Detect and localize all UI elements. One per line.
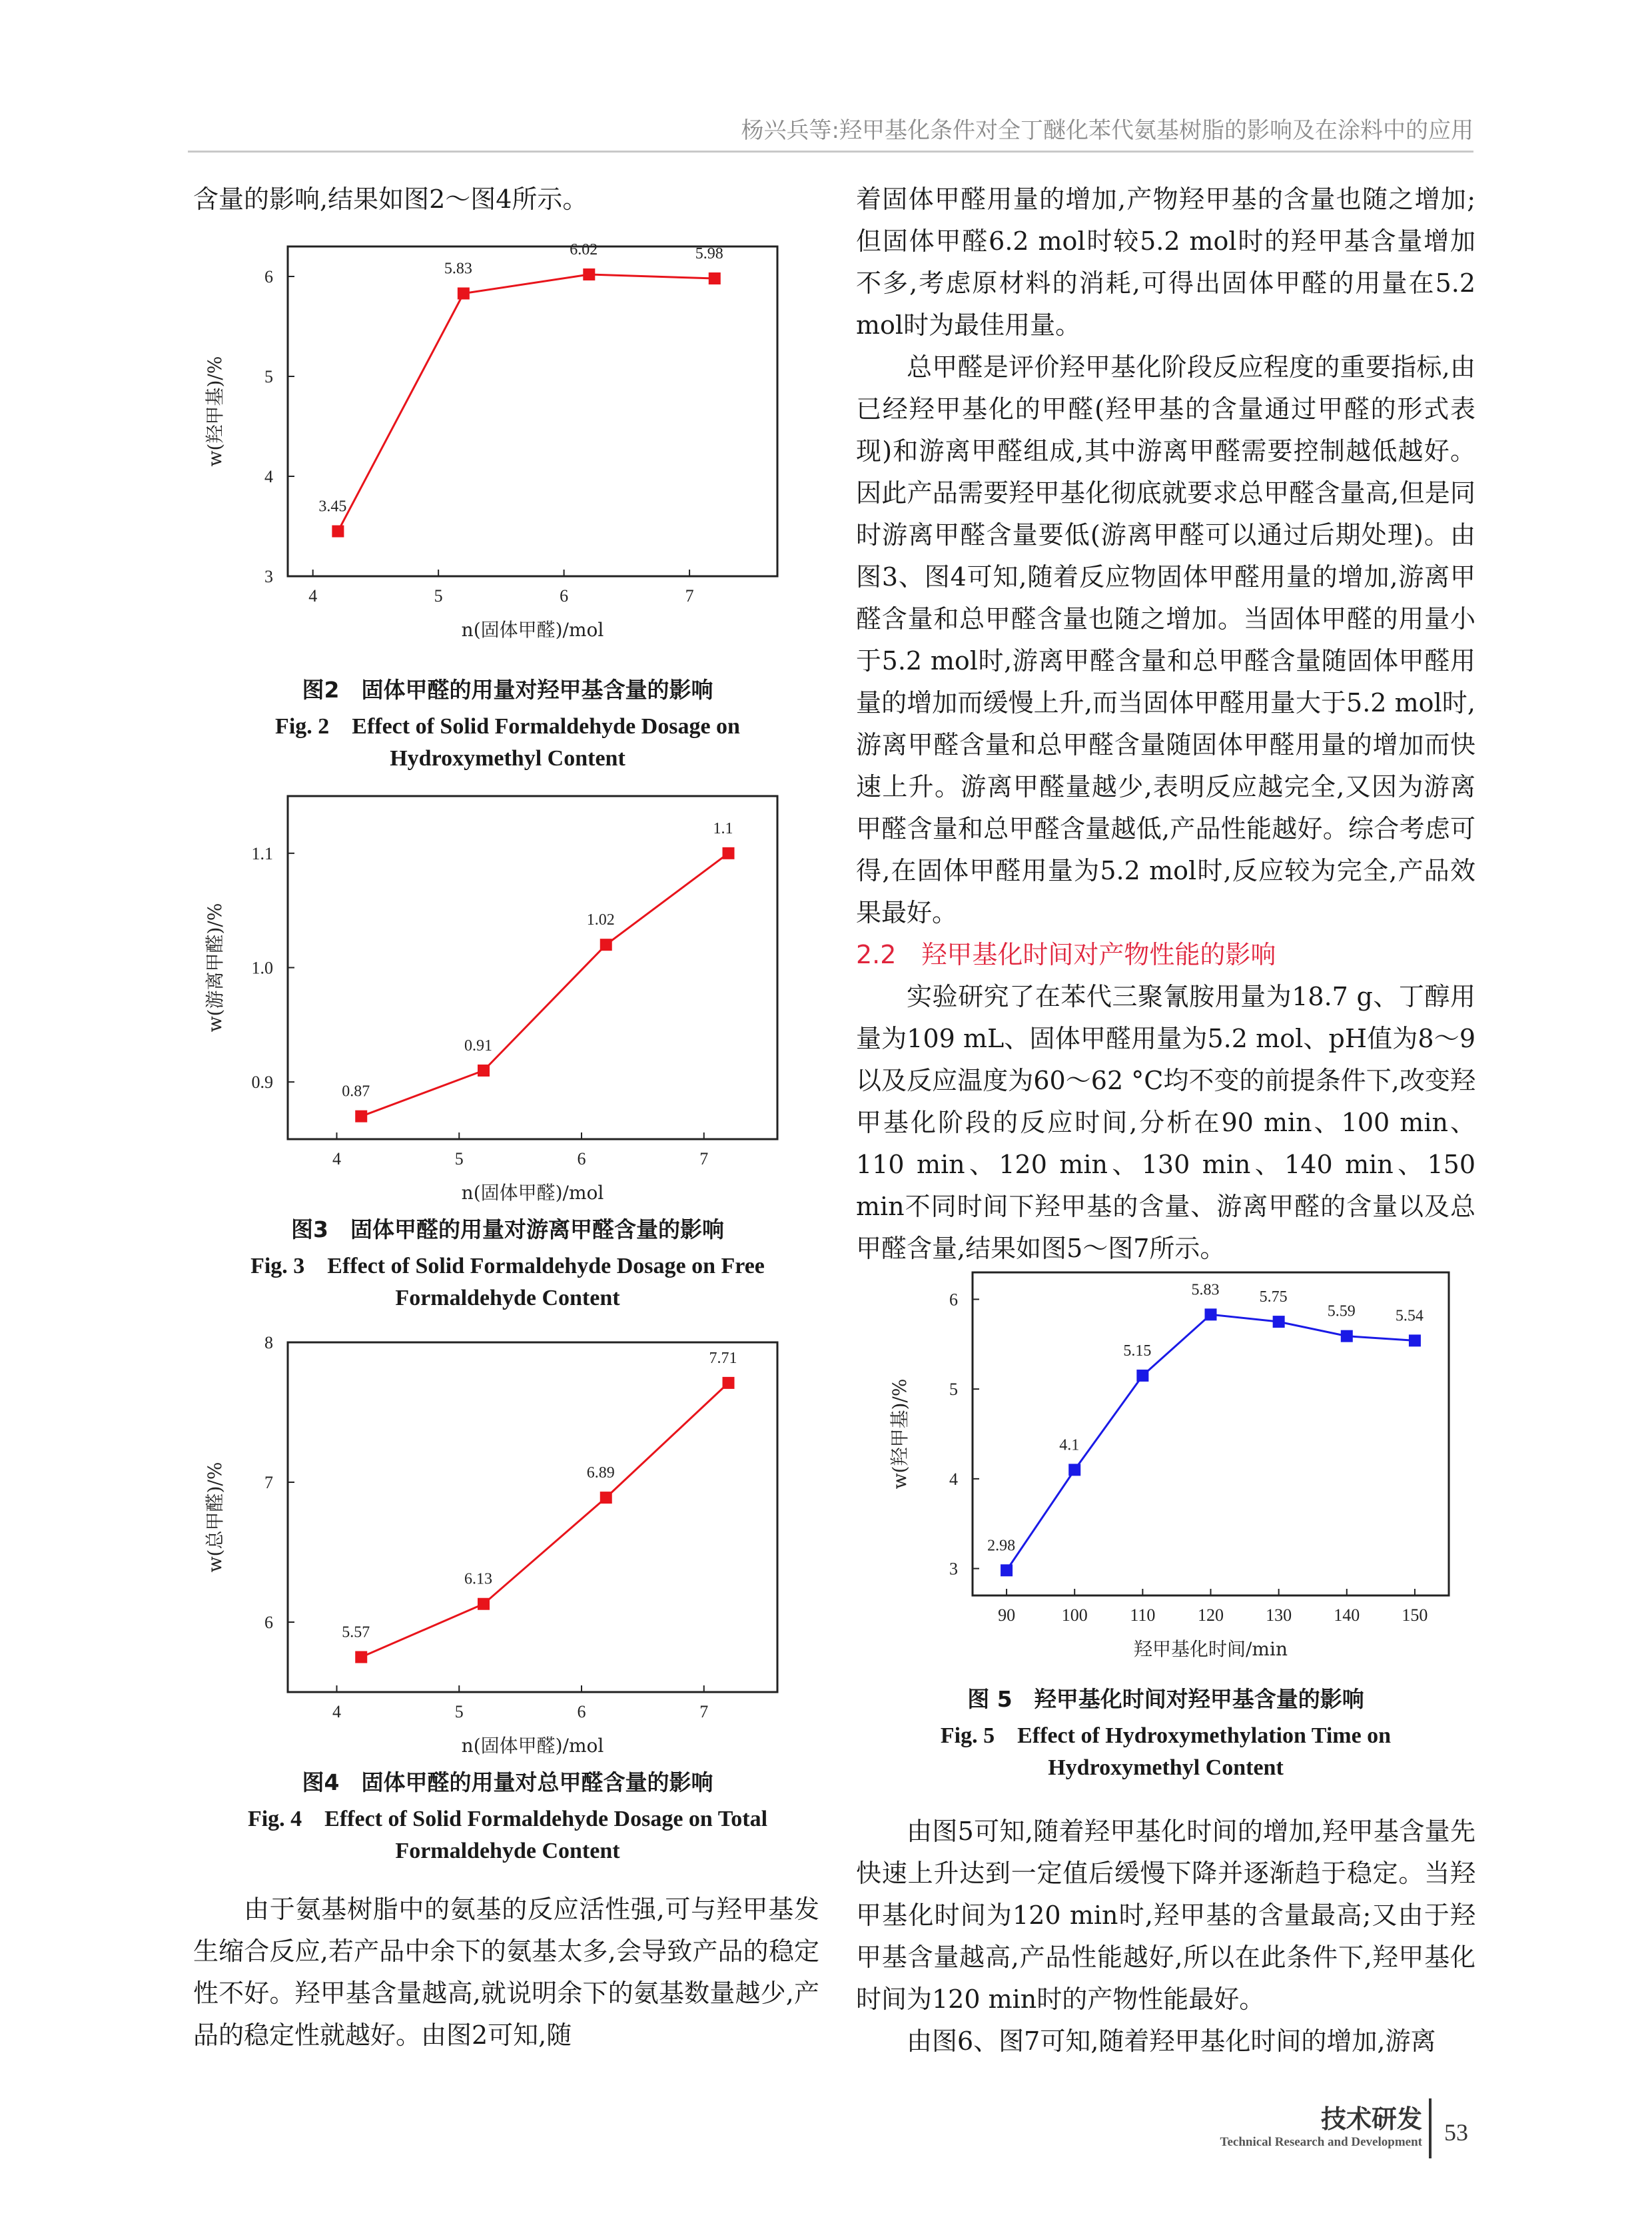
caption-cn: 图3 固体甲醛的用量对游离甲醛含量的影响: [291, 1216, 724, 1242]
x-tick-label: 5: [434, 586, 443, 606]
x-axis-label: 羟甲基化时间/min: [1134, 1638, 1288, 1660]
x-tick-label: 6: [560, 586, 569, 606]
left-column-bottom: [193, 1889, 819, 2056]
x-tick-label: 5: [454, 1702, 464, 1721]
data-label: 1.02: [586, 911, 615, 929]
data-label: 5.83: [444, 260, 472, 278]
data-label: 3.45: [318, 498, 347, 516]
footer-divider: [1429, 2098, 1432, 2158]
right-column-bottom: [856, 1811, 1475, 2062]
plot-frame: [973, 1272, 1449, 1595]
caption-en-line2: Hydroxymethyl Content: [1048, 1755, 1284, 1780]
x-tick-label: 150: [1402, 1605, 1428, 1625]
y-axis-label: w(游离甲醛)/%: [204, 903, 226, 1033]
x-tick-label: 6: [577, 1702, 586, 1721]
y-tick-label: 5: [949, 1380, 958, 1400]
caption-fig2: [188, 673, 827, 775]
data-label: 5.15: [1123, 1342, 1152, 1360]
x-tick-label: 100: [1061, 1605, 1088, 1625]
data-point: [1205, 1308, 1217, 1320]
paragraph: 含量的影响,结果如图2～图4所示。: [193, 185, 588, 214]
y-axis-label: w(总甲醛)/%: [204, 1462, 226, 1573]
running-header: 杨兴兵等:羟甲基化条件对全丁醚化苯代氨基树脂的影响及在涂料中的应用: [188, 112, 1473, 153]
x-tick-label: 5: [454, 1149, 464, 1168]
data-point: [583, 268, 595, 280]
caption-fig5: [856, 1682, 1475, 1784]
data-label: 5.57: [342, 1623, 370, 1641]
data-label: 0.87: [342, 1083, 370, 1101]
chart-fig2: [188, 236, 787, 650]
y-tick-label: 0.9: [251, 1073, 273, 1093]
x-axis-label: n(固体甲醛)/mol: [461, 1735, 604, 1757]
data-point: [723, 1377, 735, 1389]
chart-fig3: [188, 786, 787, 1212]
figure-3: [188, 786, 787, 1212]
y-tick-label: 1.0: [251, 958, 273, 978]
data-label: 5.83: [1191, 1281, 1220, 1299]
y-tick-label: 3: [949, 1559, 958, 1579]
data-label: 5.75: [1259, 1288, 1288, 1306]
y-tick-label: 1.1: [251, 843, 273, 863]
x-tick-label: 4: [332, 1702, 341, 1721]
x-tick-label: 130: [1266, 1605, 1292, 1625]
x-tick-label: 90: [998, 1605, 1016, 1625]
footer-section-cn: 技术研发: [1320, 2104, 1422, 2134]
y-tick-label: 4: [264, 467, 273, 486]
data-point: [600, 939, 612, 951]
footer-section-en: Technical Research and Development: [1220, 2135, 1422, 2149]
x-tick-label: 6: [577, 1149, 586, 1168]
caption-en-line1: Fig. 5 Effect of Hydroxymethylation Time on: [940, 1723, 1392, 1748]
paragraph: 总甲醛是评价羟甲基化阶段反应程度的重要指标,由已经羟甲基化的甲醛(羟甲基的含量通过甲醛的形式表现)和游离甲醛组成,其中游离甲醛需要控制越低越好。因此产品需要羟甲基化彻底就要求总甲醛含量高,但是同时游离甲醛含量要低(游离甲醛可以通过后期处理)。由图3、图4可知,随着反应物固体甲醛用量的增加,游离甲醛含量和总甲醛含量也随之增加。当固体甲醛的用量小于5.2 mol时,游离甲醛含量和总甲醛含量随固体甲醛用量的增加而缓慢上升,而当固体甲醛用量大于5.2 mol时,游离甲醛含量和总甲醛含量随固体甲醛用量的增加而快速上升。游离甲醛量越少,表明反应越完全,又因为游离甲醛含量和总甲醛含量越低,产品性能越好。综合考虑可得,在固体甲醛用量为5.2 mol时,反应较为完全,产品效果最好。: [856, 352, 1475, 927]
caption-en-line2: Formaldehyde Content: [395, 1286, 620, 1310]
x-tick-label: 7: [685, 586, 694, 606]
paragraph: 由图5可知,随着羟甲基化时间的增加,羟甲基含量先快速上升达到一定值后缓慢下降并逐渐趋于稳定。当羟甲基化时间为120 min时,羟甲基的含量最高;又由于羟甲基含量越高,产品性能越好,所以在此条件下,羟甲基化时间为120 min时的产物性能最好。: [856, 1817, 1475, 2014]
data-label: 5.98: [695, 245, 723, 262]
caption-cn: 图2 固体甲醛的用量对羟甲基含量的影响: [302, 677, 713, 703]
y-tick-label: 6: [949, 1290, 958, 1310]
x-tick-label: 7: [699, 1702, 709, 1721]
data-point: [355, 1651, 367, 1663]
caption-cn: 图 5 羟甲基化时间对羟甲基含量的影响: [967, 1686, 1364, 1712]
data-point: [1273, 1316, 1285, 1328]
data-label: 1.1: [713, 819, 733, 837]
x-axis-label: n(固体甲醛)/mol: [461, 619, 604, 641]
left-column-top: [193, 179, 819, 221]
paragraph: 由图6、图7可知,随着羟甲基化时间的增加,游离: [907, 2026, 1436, 2056]
y-axis-label: w(羟甲基)/%: [889, 1378, 911, 1490]
data-point: [332, 526, 344, 538]
figure-2: [188, 236, 787, 650]
data-label: 5.59: [1327, 1302, 1356, 1320]
caption-cn: 图4 固体甲醛的用量对总甲醛含量的影响: [302, 1769, 713, 1795]
series-line: [338, 274, 714, 532]
data-point: [458, 288, 470, 300]
caption-fig3: [188, 1212, 827, 1314]
section-heading: 2.2 羟甲基化时间对产物性能的影响: [856, 940, 1276, 969]
data-point: [1068, 1464, 1080, 1476]
data-point: [1409, 1334, 1421, 1346]
data-label: 6.13: [464, 1570, 492, 1588]
data-point: [478, 1065, 490, 1077]
y-axis-label: w(羟甲基)/%: [204, 356, 226, 467]
data-label: 6.89: [586, 1464, 615, 1482]
data-label: 6.02: [570, 241, 598, 258]
y-tick-label: 4: [949, 1469, 958, 1489]
caption-en-line1: Fig. 4 Effect of Solid Formaldehyde Dosage on Total: [247, 1807, 768, 1831]
plot-frame: [288, 246, 777, 576]
data-label: 7.71: [709, 1349, 737, 1367]
x-tick-label: 4: [332, 1149, 341, 1168]
figure-4: [188, 1332, 787, 1765]
data-point: [723, 847, 735, 859]
data-point: [478, 1598, 490, 1610]
series-line: [361, 1383, 728, 1657]
x-tick-label: 7: [699, 1149, 709, 1168]
x-tick-label: 4: [308, 586, 318, 606]
caption-en-line2: Hydroxymethyl Content: [390, 746, 625, 771]
x-axis-label: n(固体甲醛)/mol: [461, 1182, 604, 1204]
data-point: [600, 1492, 612, 1504]
x-tick-label: 140: [1334, 1605, 1360, 1625]
data-point: [355, 1111, 367, 1122]
paragraph: 实验研究了在苯代三聚氰胺用量为18.7 g、丁醇用量为109 mL、固体甲醛用量为5.2 mol、pH值为8～9以及反应温度为60～62 °C均不变的前提条件下,改变羟甲基化阶段的反应时间,分析在90 min、100 min、110 min、120 min、130 min、140 min、150 min不同时间下羟甲基的含量、游离甲醛的含量以及总甲醛含量,结果如图5～图7所示。: [856, 982, 1475, 1263]
data-label: 5.54: [1395, 1307, 1424, 1325]
paragraph: 着固体甲醛用量的增加,产物羟甲基的含量也随之增加;但固体甲醛6.2 mol时较5.2 mol时的羟甲基含量增加不多,考虑原材料的消耗,可得出固体甲醛的用量在5.2 mol时为最佳用量。: [856, 185, 1475, 340]
x-tick-label: 120: [1198, 1605, 1224, 1625]
data-label: 0.91: [464, 1037, 492, 1055]
data-point: [709, 272, 721, 284]
y-tick-label: 7: [264, 1473, 273, 1492]
y-tick-label: 6: [264, 267, 273, 286]
data-point: [1001, 1564, 1013, 1576]
caption-en-line1: Fig. 3 Effect of Solid Formaldehyde Dosage on Free: [250, 1254, 765, 1278]
caption-fig4: [188, 1765, 827, 1867]
right-column: [856, 179, 1475, 1270]
x-tick-label: 110: [1130, 1605, 1156, 1625]
series-line: [361, 853, 728, 1116]
y-tick-label: 5: [264, 367, 273, 386]
data-label: 2.98: [987, 1537, 1016, 1555]
chart-fig4: [188, 1332, 787, 1765]
chart-fig5: [873, 1262, 1459, 1669]
paragraph: 由于氨基树脂中的氨基的反应活性强,可与羟甲基发生缩合反应,若产品中余下的氨基太多,会导致产品的稳定性不好。羟甲基含量越高,就说明余下的氨基数量越少,产品的稳定性就越好。由图2可知,随: [193, 1895, 819, 2050]
data-label: 4.1: [1059, 1436, 1080, 1454]
figure-5: [873, 1262, 1459, 1669]
caption-en-line1: Fig. 2 Effect of Solid Formaldehyde Dosage on: [275, 714, 740, 739]
y-tick-label: 8: [264, 1333, 273, 1352]
data-point: [1136, 1370, 1148, 1382]
y-tick-label: 3: [264, 567, 273, 586]
y-tick-label: 6: [264, 1613, 273, 1632]
data-point: [1341, 1330, 1353, 1342]
caption-en-line2: Formaldehyde Content: [395, 1839, 620, 1863]
page-number: 53: [1444, 2119, 1468, 2146]
